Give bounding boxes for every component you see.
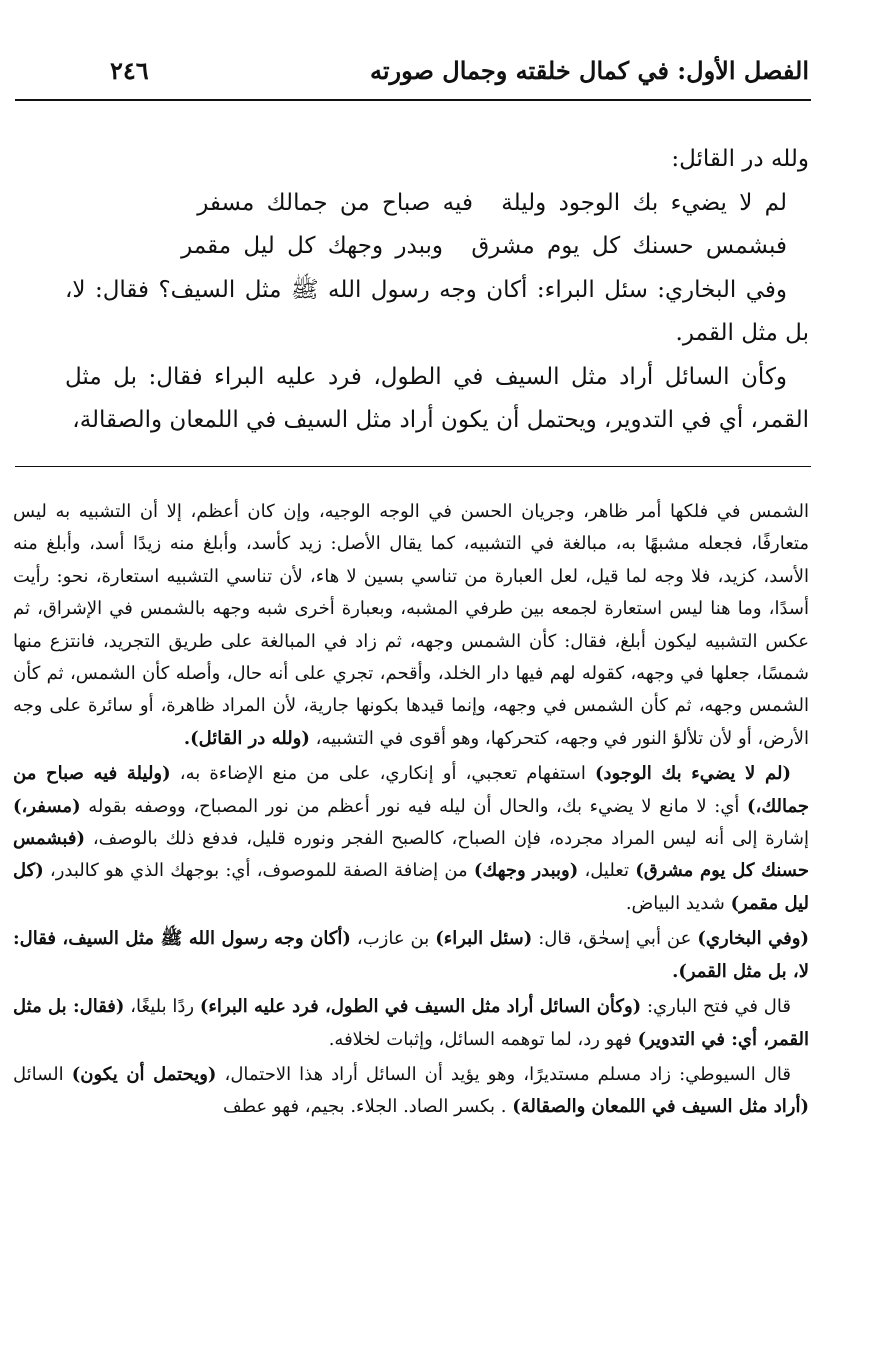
poem-intro: ولله در القائل: [671, 146, 809, 172]
main-paragraph: وكأن السائل أراد مثل السيف في الطول، فرد عليه البراء فقال: بل مثل القمر، أي في التدوير، ويحتمل أن يكون أراد مثل السيف في اللمعان والصقالة، [65, 363, 809, 433]
quoted-text: (لم لا يضيء بك الوجود) [594, 763, 791, 785]
commentary-text: . بكسر الصاد. الجلاء. بجيم، فهو عطف [222, 1096, 507, 1118]
header-rule [15, 99, 811, 101]
commentary-text: قال السيوطي: زاد مسلم مستديرًا، وهو يؤيد أن السائل أراد هذا الاحتمال، [224, 1063, 792, 1085]
chapter-title: الفصل الأول: في كمال خلقته وجمال صورته [369, 56, 809, 85]
commentary-text: أي: لا مانع لا يضيء بك، والحال أن ليله فيه نور أعظم من نور المصباح، ووصفه بقوله [88, 795, 740, 817]
main-paragraph: وفي البخاري: سئل البراء: أكان وجه رسول الله ﷺ مثل السيف؟ فقال: لا، بل مثل القمر. [65, 276, 809, 346]
verse-hemistich: فيه صباح من جمالك مسفر [197, 189, 473, 216]
quoted-text: (وكأن السائل أراد مثل السيف في الطول، فرد عليه البراء) [199, 996, 642, 1018]
quoted-text: (وببدر وجهك) [473, 860, 579, 882]
commentary [13, 496, 809, 1127]
commentary-text: قال في فتح الباري: [646, 996, 791, 1018]
poem-verse [65, 225, 809, 269]
main-text [65, 138, 809, 443]
commentary-text: عن أبي إسحٰق، قال: [538, 928, 692, 950]
verse-hemistich: فبشمس حسنك كل يوم مشرق [471, 233, 787, 259]
quoted-text: (وليلة فيه صباح من جمالك،) [13, 763, 809, 817]
commentary-text: إشارة إلى أنه ليس المراد مجرده، فإن الصباح، كالصبح الفجر ونوره قليل، فدفع ذلك بالوصف، [92, 828, 809, 850]
quoted-text: (كل ليل مقمر) [13, 860, 809, 914]
commentary-text: السائل [13, 1063, 64, 1085]
commentary-text: من إضافة الصفة للموصوف، أي: بوجهك الذي هو كالبدر، [49, 860, 468, 882]
commentary-paragraph [13, 923, 809, 988]
commentary-text: استفهام تعجبي، أو إنكاري، على من منع الإضاءة به، [179, 763, 586, 785]
quoted-text: (أراد مثل السيف في اللمعان والصقالة) [512, 1096, 809, 1118]
poem-verse [65, 182, 809, 226]
commentary-paragraph [13, 496, 809, 755]
verse-hemistich: لم لا يضيء بك الوجود وليلة [501, 189, 787, 216]
quoted-text: (فقال: بل مثل القمر، أي: في التدوير) [13, 996, 809, 1050]
quoted-text: (أكان وجه رسول الله ﷺ مثل السيف، فقال: لا، بل مثل القمر). [13, 928, 809, 982]
commentary-text: تعليل، [584, 860, 629, 882]
verse-hemistich: وببدر وجهك كل ليل مقمر [181, 233, 444, 259]
page-number: ٢٤٦ [110, 56, 149, 85]
commentary-paragraph [13, 991, 809, 1056]
section-rule [15, 466, 811, 467]
quoted-text: (فبشمس حسنك كل يوم مشرق) [13, 828, 809, 882]
commentary-text: الشمس في فلكها أمر ظاهر، وجريان الحسن في الوجه الوجيه، وإن كان أعظم، إلا أن التشبيه به ليس متعارفًا، فجعله مشبهًا به، مبالغة في التشبيه، كما يقال الأصل: زيد كأسد، وأبلغ منه زيدًا أسد، وأبلغ منه الأسد، كزيد، فلا وجه لما قيل، لعل العبارة من تناسي بسين لا هاء، لأن تناسي التشبيه استعارة، نحو: رأيت أسدًا، وما هنا ليس استعارة لجمعه بين طرفي المشبه، وبعبارة أخرى شبه وجهه بالشمس في الإشراق، ثم عكس التشبيه ليكون أبلغ، فقال: كأن الشمس وجهه، ثم زاد في المبالغة على طريق التجريد، فانتزع منها شمسًا، جعلها في وجهه، كقوله لهم فيها دار الخلد، وأقحم، تجري على أنه حال، وأصله كأن الشمس، ثم كأن الشمس وجهه، ثم كأن الشمس في وجهه، وإنما قيدها بكونها جارية، لأن المراد ظاهرة، أو سائرة على وجه الأرض، أو لأن تلألؤ النور في وجهه، كتحركها، وهو أقوى في التشبيه، [13, 501, 809, 749]
quoted-text: (سئل البراء) [435, 928, 533, 950]
quoted-text: (ولله در القائل). [183, 727, 310, 749]
quoted-text: (ويحتمل أن يكون) [71, 1063, 217, 1085]
commentary-text: شديد البياض. [625, 892, 725, 914]
quoted-text: (مسفر،) [13, 795, 81, 817]
quoted-text: (وفي البخاري) [697, 928, 809, 950]
commentary-text: بن عازب، [356, 928, 430, 950]
commentary-paragraph [13, 758, 809, 920]
commentary-paragraph [13, 1059, 809, 1124]
commentary-text: فهو رد، لما توهمه السائل، وإثبات لخلافه. [328, 1028, 632, 1050]
commentary-text: ردًا بليغًا، [130, 996, 195, 1018]
